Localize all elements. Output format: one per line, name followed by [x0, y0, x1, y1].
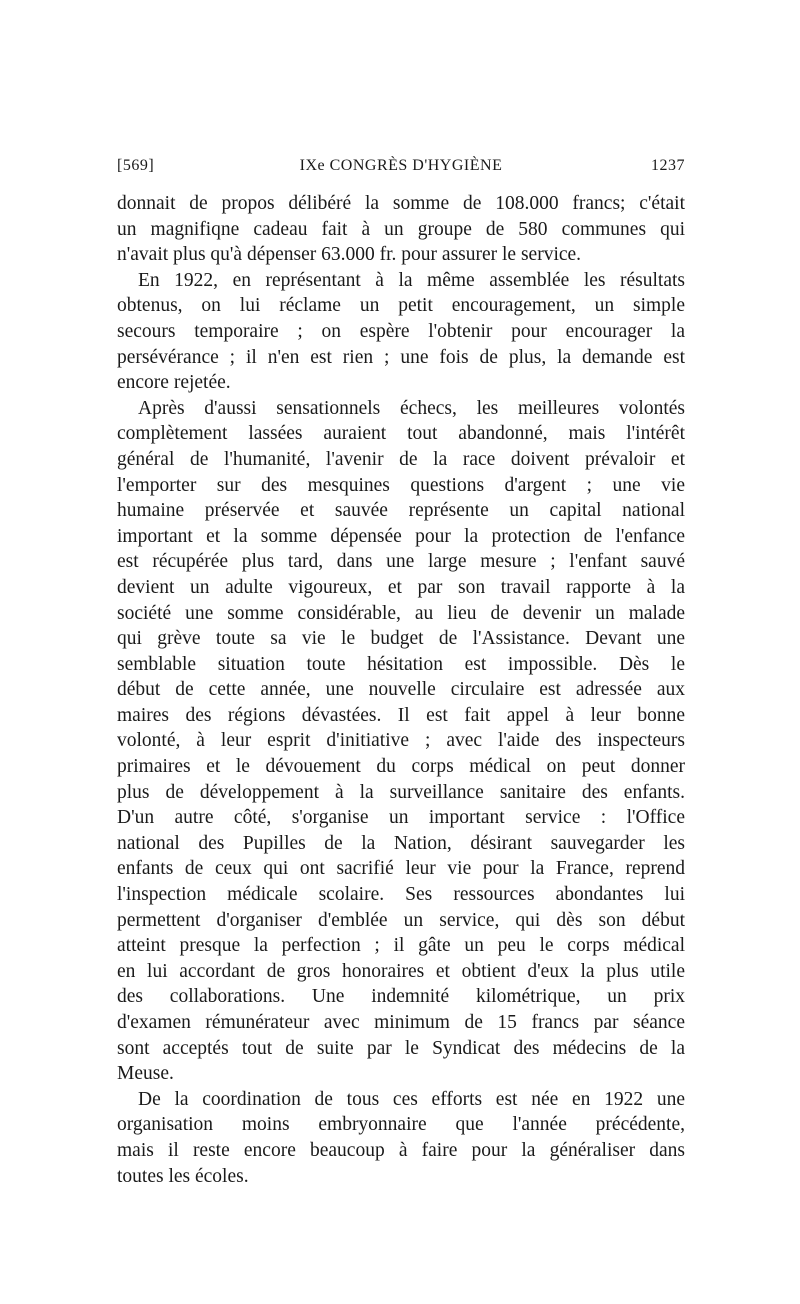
text-line: enfants de ceux qui ont sacrifié leur vie pour la France, reprend: [117, 858, 685, 880]
text-line: un magnifiqne cadeau fait à un groupe de 580 communes qui: [117, 218, 685, 240]
text-line: secours temporaire ; on espère l'obtenir pour encourager la: [117, 320, 685, 342]
text-line: mais il reste encore beaucoup à faire pour la généraliser dans: [117, 1139, 685, 1161]
text-line: est récupérée plus tard, dans une large mesure ; l'enfant sauvé: [117, 551, 685, 573]
paragraph: [117, 396, 685, 1087]
running-head: [117, 157, 685, 183]
text-line: général de l'humanité, l'avenir de la race doivent prévaloir et: [117, 448, 685, 470]
text-line: humaine préservée et sauvée représente un capital national: [117, 500, 685, 522]
text-line: D'un autre côté, s'organise un important service : l'Office: [117, 807, 685, 829]
text-line: primaires et le dévouement du corps médical on peut donner: [117, 756, 685, 778]
body-text: [117, 191, 685, 1189]
text-line: en lui accordant de gros honoraires et obtient d'eux la plus utile: [117, 960, 685, 982]
text-line: persévérance ; il n'en est rien ; une fois de plus, la demande est: [117, 346, 685, 368]
text-line: qui grève toute sa vie le budget de l'Assistance. Devant une: [117, 628, 685, 650]
text-line: Après d'aussi sensationnels échecs, les meilleures volontés: [138, 397, 685, 419]
running-title: IXe CONGRÈS D'HYGIÈNE: [299, 157, 503, 174]
text-line: En 1922, en représentant à la même assemblée les résultats: [138, 269, 685, 291]
text-line: n'avait plus qu'à dépenser 63.000 fr. pour assurer le service.: [117, 244, 582, 266]
text-line: sont acceptés tout de suite par le Syndicat des médecins de la: [117, 1037, 685, 1059]
text-line: l'inspection médicale scolaire. Ses ressources abondantes lui: [117, 884, 685, 906]
text-line: complètement lassées auraient tout abandonné, mais l'intérêt: [117, 423, 685, 445]
text-line: national des Pupilles de la Nation, désirant sauvegarder les: [117, 832, 685, 854]
text-line: l'emporter sur des mesquines questions d'argent ; une vie: [117, 474, 685, 496]
page-number: 1237: [651, 157, 685, 174]
text-line: d'examen rémunérateur avec minimum de 15 francs par séance: [117, 1012, 685, 1033]
text-line: plus de développement à la surveillance sanitaire des enfants.: [117, 781, 685, 803]
paragraph: [117, 268, 685, 396]
paragraph: [117, 1087, 685, 1189]
text-line: Meuse.: [117, 1063, 174, 1085]
text-line: devient un adulte vigoureux, et par son travail rapporte à la: [117, 576, 685, 598]
text-line: obtenus, on lui réclame un petit encouragement, un simple: [117, 295, 685, 317]
text-line: semblable situation toute hésitation est impossible. Dès le: [117, 653, 685, 675]
text-line: des collaborations. Une indemnité kilométrique, un prix: [117, 986, 685, 1008]
text-line: début de cette année, une nouvelle circulaire est adressée aux: [117, 679, 685, 701]
text-line: donnait de propos délibéré la somme de 108.000 francs; c'était: [117, 193, 685, 214]
text-line: De la coordination de tous ces efforts est née en 1922 une: [138, 1088, 685, 1110]
text-line: toutes les écoles.: [117, 1165, 249, 1187]
text-line: important et la somme dépensée pour la protection de l'enfance: [117, 525, 685, 547]
text-line: société une somme considérable, au lieu de devenir un malade: [117, 602, 685, 624]
text-line: organisation moins embryonnaire que l'année précédente,: [117, 1114, 685, 1136]
text-line: volonté, à leur esprit d'initiative ; avec l'aide des inspecteurs: [117, 730, 685, 752]
page-reference: [569]: [117, 157, 155, 174]
book-page: [117, 157, 685, 1189]
text-line: maires des régions dévastées. Il est fait appel à leur bonne: [117, 704, 685, 726]
paragraph: [117, 191, 685, 268]
text-line: atteint presque la perfection ; il gâte un peu le corps médical: [117, 935, 685, 957]
text-line: encore rejetée.: [117, 372, 231, 394]
text-line: permettent d'organiser d'emblée un service, qui dès son début: [117, 909, 685, 931]
